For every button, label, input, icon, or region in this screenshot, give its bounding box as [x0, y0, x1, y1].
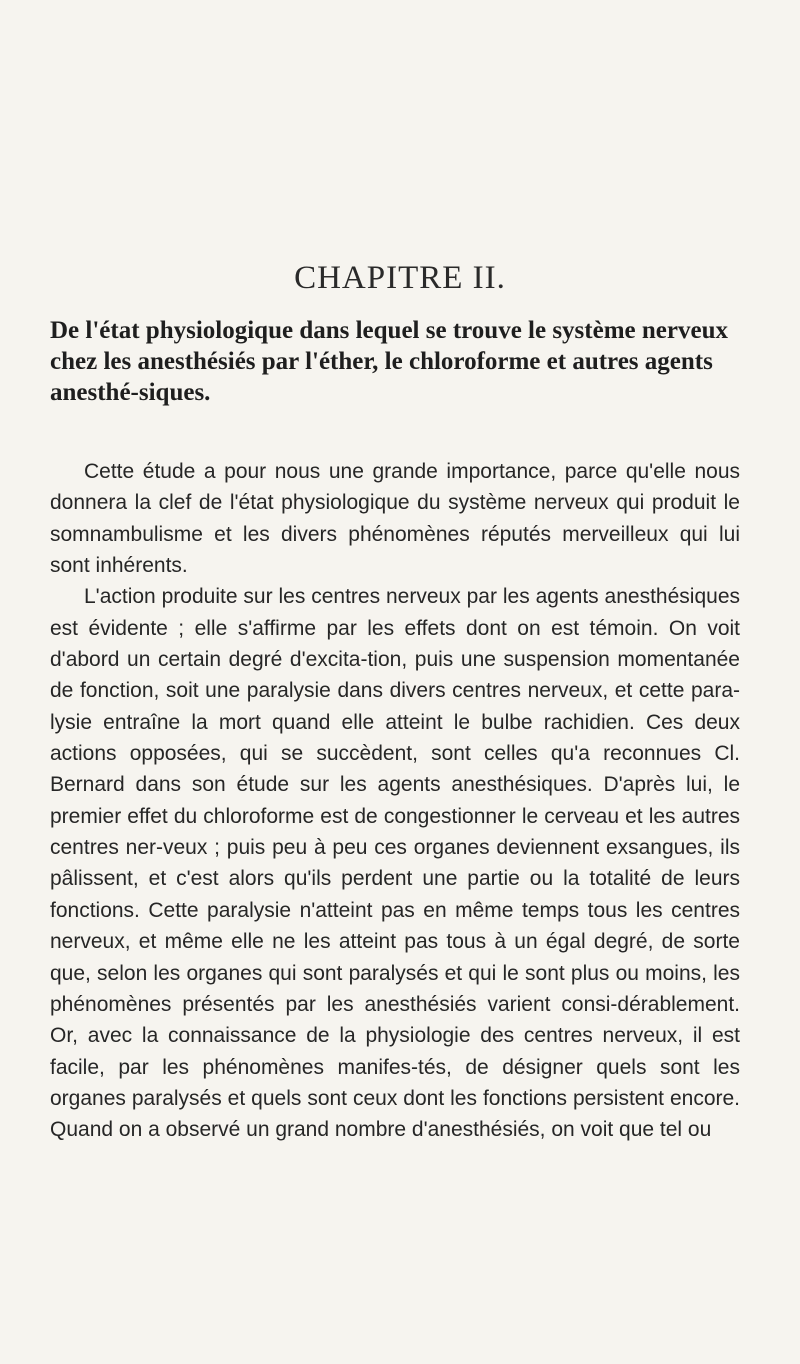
- chapter-subtitle: De l'état physiologique dans lequel se trouve le système nerveux chez les anesthésiés par l'éther, le chloroforme et autres agents anesthé-siques.: [50, 317, 728, 406]
- paragraph: L'action produite sur les centres nerveux par les agents anesthésiques est évidente ; elle s'affirme par les effets dont on est témoin. On voit d'abord un certain degré d'excita-tion, puis une suspension momentanée de fonction, soit une paralysie dans divers centres nerveux, et cette para-lysie entraîne la mort quand elle atteint le bulbe rachidien. Ces deux actions opposées, qui se succèdent, sont celles qu'a reconnues Cl. Bernard dans son étude sur les agents anesthésiques. D'après lui, le premier effet du chloroforme est de congestionner le cerveau et les autres centres ner-veux ; puis peu à peu ces organes deviennent exsangues, ils pâlissent, et c'est alors qu'ils perdent une partie ou la totalité de leurs fonctions. Cette paralysie n'atteint pas en même temps tous les centres nerveux, et même elle ne les atteint pas tous à un égal degré, de sorte que, selon les organes qui sont paralysés et qui le sont plus ou moins, les phénomènes présentés par les anesthésiés varient consi-dérablement. Or, avec la connaissance de la physiologie des centres nerveux, il est facile, par les phénomènes manifes-tés, de désigner quels sont les organes paralysés et quels sont ceux dont les fonctions persistent encore. Quand on a observé un grand nombre d'anesthésiés, on voit que tel ou: [50, 585, 740, 1142]
- paragraph: Cette étude a pour nous une grande importance, parce qu'elle nous donnera la clef de l'état physiologique du système nerveux qui produit le somnambulisme et les divers phénomènes réputés merveilleux qui lui sont inhérents.: [50, 460, 740, 578]
- chapter-title: CHAPITRE II.: [294, 260, 506, 296]
- body-text: [50, 456, 740, 1146]
